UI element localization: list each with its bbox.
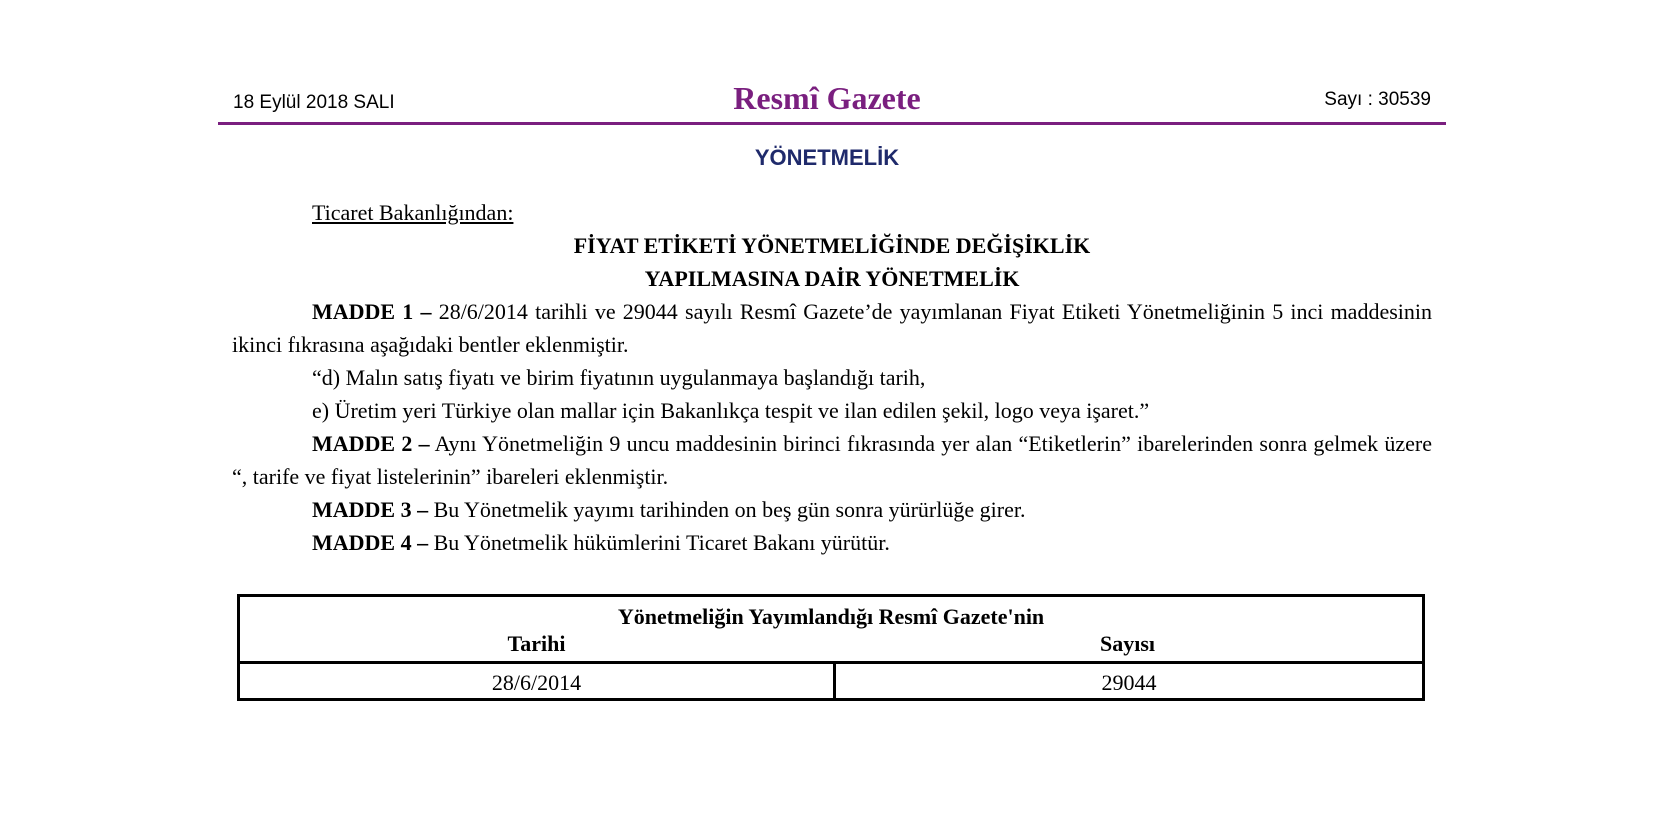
- clause-e: e) Üretim yeri Türkiye olan mallar için Bakanlıkça tespit ve ilan edilen şekil, logo veya işaret.”: [312, 398, 1150, 423]
- article-1: [232, 295, 1432, 361]
- article-3-text: Bu Yönetmelik yayımı tarihinden on beş gün sonra yürürlüğe girer.: [428, 497, 1026, 522]
- publication-date-cell: 28/6/2014: [240, 664, 836, 698]
- article-1-label: MADDE 1 –: [312, 299, 432, 324]
- regulation-title-line-2: YAPILMASINA DAİR YÖNETMELİK: [644, 266, 1020, 291]
- article-4-label: MADDE 4 –: [312, 530, 429, 555]
- publication-issue-cell: 29044: [1101, 670, 1157, 695]
- header-issue-column: Sayısı: [1099, 631, 1156, 656]
- gazette-issue-number: Sayı : 30539: [1324, 89, 1431, 110]
- header-divider: [218, 122, 1446, 125]
- regulation-body: [232, 196, 1432, 559]
- publication-table-header-row: [240, 627, 1422, 664]
- article-3: [232, 493, 1432, 526]
- issuing-ministry: Ticaret Bakanlığından:: [312, 200, 514, 225]
- regulation-title-line-1: FİYAT ETİKETİ YÖNETMELİĞİNDE DEĞİŞİKLİK: [573, 233, 1091, 258]
- article-2: [232, 427, 1432, 493]
- publication-table: [237, 594, 1425, 701]
- article-2-text: Aynı Yönetmeliğin 9 uncu maddesinin birinci fıkrasında yer alan “Etiketlerin” ibarelerinden sonra gelmek üzere “, tarife ve fiyat listelerinin” ibareleri eklenmiştir.: [232, 431, 1432, 489]
- article-1-text: 28/6/2014 tarihli ve 29044 sayılı Resmî Gazete’de yayımlanan Fiyat Etiketi Yönetmeliğinin 5 inci maddesinin ikinci fıkrasına aşağıdaki bentler eklenmiştir.: [232, 299, 1432, 357]
- table-row: [240, 664, 1422, 698]
- gazette-date: 18 Eylül 2018 SALI: [233, 92, 395, 113]
- header-date-column: Tarihi: [507, 631, 566, 656]
- gazette-title: Resmî Gazete: [733, 80, 921, 116]
- article-4-text: Bu Yönetmelik hükümlerini Ticaret Bakanı yürütür.: [428, 530, 890, 555]
- article-3-label: MADDE 3 –: [312, 497, 429, 522]
- section-heading: YÖNETMELİK: [754, 145, 900, 170]
- article-2-label: MADDE 2 –: [312, 431, 430, 456]
- article-4: [232, 526, 1432, 559]
- publication-table-caption: Yönetmeliğin Yayımlandığı Resmî Gazete'nin: [617, 604, 1045, 629]
- clause-d: “d) Malın satış fiyatı ve birim fiyatının uygulanmaya başlandığı tarih,: [312, 365, 926, 390]
